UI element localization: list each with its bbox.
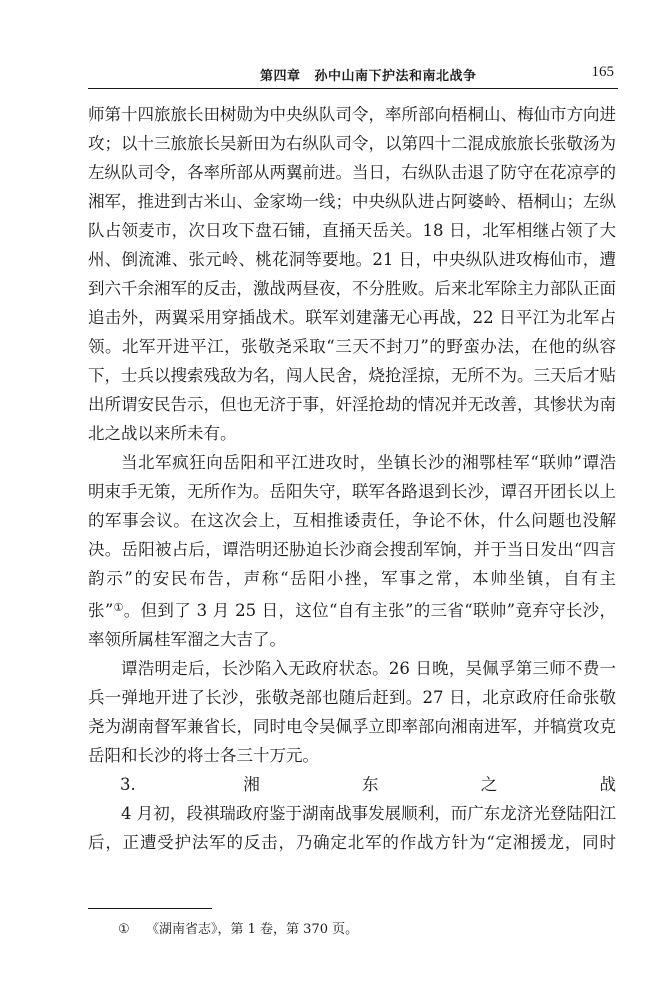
footnote-text: 《湖南省志》，第 1 卷，第 370 页。 [146, 922, 359, 937]
paragraph-4: 4 月初，段祺瑞政府鉴于湖南战事发展顺利，而广东龙济光登陆阳江后，正遭受护法军的反击，乃确定北军的作战方针为“定湘援龙，同时 [88, 804, 616, 852]
running-header [88, 62, 618, 89]
footnote-ref: ① [113, 601, 124, 614]
paragraph-2-text-after: 。但到了 3 月 25 日，这位“自有主张”的三省“联帅”竟弃守长沙，率领所属桂军溜之大吉了。 [88, 601, 616, 649]
section-title: 3. 湘东之战 [120, 775, 616, 794]
chapter-title: 孙中山南下护法和南北战争 [314, 69, 477, 84]
paragraph-1: 师第十四旅旅长田树勋为中央纵队司令，率所部向梧桐山、梅仙市方向进攻；以十三旅旅长吴新田为右纵队司令，以第四十二混成旅旅长张敬汤为左纵队司令，各率所部从两翼前进。当日，右纵队击退了防守在花凉亭的湘军，推进到古米山、金家坳一线；中央纵队进占阿婆岭、梧桐山；左纵队占领麦市，次日攻下盘石铺，直捅天岳关。18 日，北军相继占领了大州、倒流滩、张元岭、桃花洞等要地。21 日，中央纵队进攻梅仙市，遭到六千余湘军的反击，激战两昼夜，不分胜败。后来北军除主力部队正面追击外，两翼采用穿插战术。联军刘建藩无心再战，22 日平江为北军占领。北军开进平江，张敬尧采取“三天不封刀”的野蛮办法，在他的纵容下，士兵以搜索残敌为名，闯人民舍，烧抢淫掠，无所不为。三天后才贴出所谓安民告示，但也无济于事，奸淫抢劫的情况并无改善，其惨状为南北之战以来所未有。 [88, 105, 616, 443]
paragraph-3: 谭浩明走后，长沙陷入无政府状态。26 日晚，吴佩孚第三师不费一兵一弹地开进了长沙，张敬尧部也随后赶到。27 日，北京政府任命张敬尧为湖南督军兼省长，同时电令吴佩孚立即率部向湘南进军，并犒赏攻克岳阳和长沙的将士各三十万元。 [88, 659, 616, 765]
paragraph-2-text: 当北军疯狂向岳阳和平江进攻时，坐镇长沙的湘鄂桂军“联帅”谭浩明束手无策，无所作为。岳阳失守，联军各路退到长沙，谭召开团长以上的军事会议。在这次会上，互相推诿责任，争论不休，什么问题也没解决。岳阳被占后，谭浩明还胁迫长沙商会搜刮军饷，并于当日发出“四言韵示”的安民布告，声称“岳阳小挫，军事之常，本帅坐镇，自有主张” [88, 453, 616, 620]
chapter-number: 第四章 [260, 69, 301, 84]
body-text [88, 100, 616, 857]
chapter-heading [260, 65, 477, 84]
footnote-divider [88, 908, 212, 909]
page-number: 165 [591, 64, 614, 80]
paragraph-2 [88, 448, 616, 654]
footnote [118, 918, 358, 937]
footnote-mark: ① [118, 922, 130, 937]
